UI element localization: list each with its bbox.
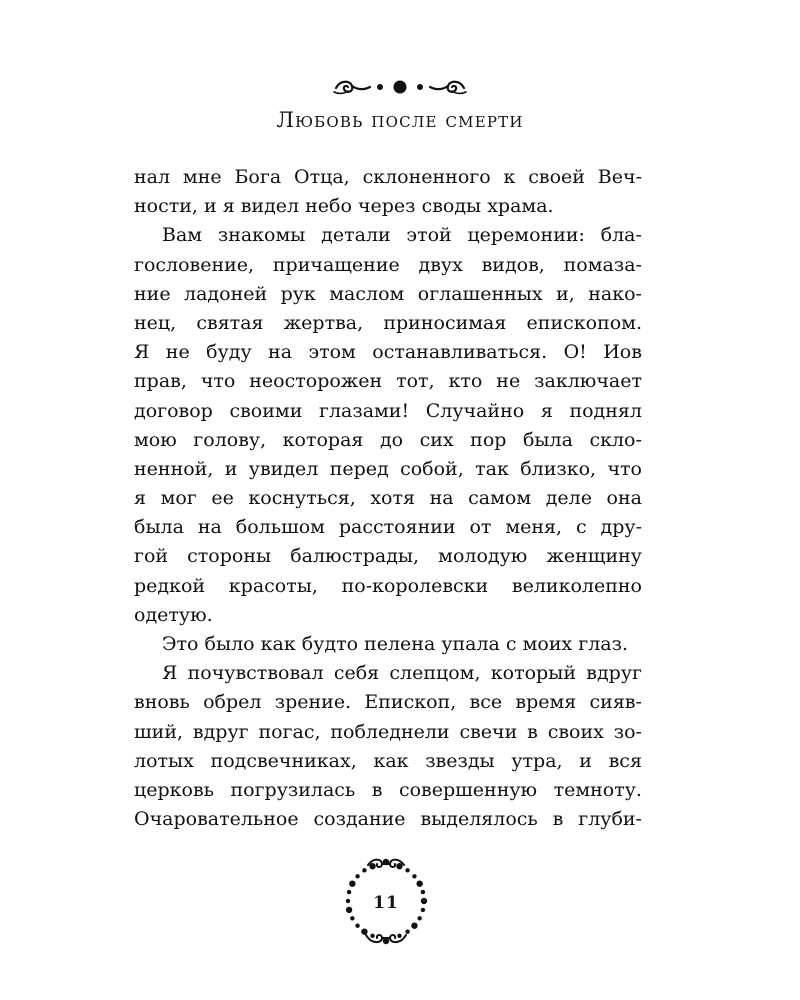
text-line: я мог ее коснуться, хотя на самом деле она (134, 487, 642, 510)
text-line: одетую. (134, 603, 213, 626)
text-line: договор своими глазами! Случайно я поднял (134, 399, 642, 422)
text-line: была на большом расстоянии от меня, с дру- (134, 516, 642, 539)
text-line: церковь погрузилась в совершенную темноту. (134, 778, 642, 801)
text-line: нал мне Бога Отца, склоненного к своей Веч- (134, 166, 642, 188)
text-line: гословение, причащение двух видов, помаза- (134, 253, 642, 276)
swirl-dots-ornament-icon (330, 74, 470, 100)
page-number: 11 (373, 893, 399, 913)
text-line: Это было как будто пелена упала с моих глаз. (162, 633, 628, 655)
body-text (134, 163, 642, 834)
text-line: вновь обрел зрение. Епископ, все время сияв- (134, 691, 642, 714)
text-line: ние ладоней рук маслом оглашенных и, нако- (134, 282, 642, 305)
text-line: ности, и я видел небо через своды храма. (134, 195, 554, 218)
text-line: ненной, и увидел перед собой, так близко, что (134, 457, 642, 480)
running-title: Любовь после смерти (276, 108, 524, 132)
text-line: мою голову, которая до сих пор была скло- (134, 428, 642, 451)
text-line: редкой красоты, по-королевски великолепно (134, 574, 642, 597)
text-line: нец, святая жертва, приносимая епископом. (134, 311, 642, 334)
text-line: ший, вдруг погас, побледнели свечи в своих зо- (134, 720, 642, 743)
text-line: гой стороны балюстрады, молодую женщину (134, 545, 642, 568)
text-line: прав, что неосторожен тот, кто не заключает (134, 370, 642, 393)
text-line: Я не буду на этом останавливаться. О! Иов (134, 341, 642, 364)
text-line: Вам знакомы детали этой церемонии: бла- (162, 224, 642, 247)
text-line: Очаровательное создание выделялось в глуби- (134, 808, 642, 831)
text-line: лотых подсвечниках, как звезды утра, и вся (134, 749, 642, 772)
text-line: Я почувствовал себя слепцом, который вдруг (162, 662, 642, 685)
